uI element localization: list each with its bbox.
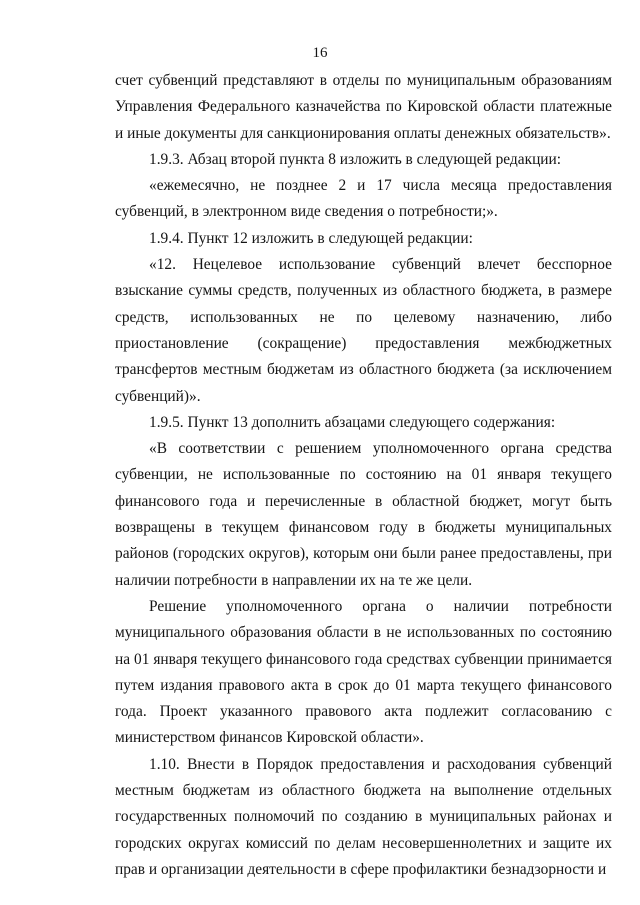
paragraph-1-10: 1.10. Внести в Порядок предоставления и расходования субвенций местным бюджетам из областного бюджета на выполнение отдельных государственных полномочий по созданию в муниципальных районах и городских округах комиссий по делам несовершеннолетних и защите их прав и организации деятельности в сфере профилактики безнадзорности и bbox=[115, 755, 612, 878]
paragraph-continuation: счет субвенций представляют в отделы по муниципальным образованиям Управления Федерального казначейства по Кировской области платежные и иные документы для санкционирования оплаты денежных обязательств». bbox=[115, 72, 612, 142]
page-number: 16 bbox=[312, 45, 328, 61]
paragraph-1-9-5-quote-2: Решение уполномоченного органа о наличии потребности муниципального образования области в не использованных по состоянию на 01 января текущего финансового года средствах субвенции принимается путем издания правового акта в срок до 01 марта текущего финансового года. Проект указанного правового акта подлежит согласованию с министерством финансов Кировской области». bbox=[115, 597, 612, 747]
document-body bbox=[115, 68, 612, 883]
paragraph-1-9-5-quote-1: «В соответствии с решением уполномоченного органа средства субвенции, не использованные по состоянию на 01 января текущего финансового года и перечисленные в областной бюджет, могут быть возвращены в текущем финансовом году в бюджеты муниципальных районов (городских округов), которым они были ранее предоставлены, при наличии потребности в направлении их на те же цели. bbox=[115, 440, 612, 589]
paragraph-1-9-3: 1.9.3. Абзац второй пункта 8 изложить в следующей редакции: bbox=[149, 150, 562, 168]
paragraph-1-9-4-quote: «12. Нецелевое использование субвенций влечет бесспорное взыскание суммы средств, полученных из областного бюджета, в размере средств, использованных не по целевому назначению, либо приостановление (сокращение) предоставления межбюджетных трансфертов местным бюджетам из областного бюджета (за исключением субвенций)». bbox=[115, 256, 612, 405]
paragraph-1-9-5: 1.9.5. Пункт 13 дополнить абзацами следующего содержания: bbox=[149, 413, 556, 431]
paragraph-1-9-4: 1.9.4. Пункт 12 изложить в следующей редакции: bbox=[149, 229, 473, 247]
paragraph-1-9-3-quote: «ежемесячно, не позднее 2 и 17 числа месяца предоставления субвенций, в электронном виде сведения о потребности;». bbox=[115, 177, 612, 221]
